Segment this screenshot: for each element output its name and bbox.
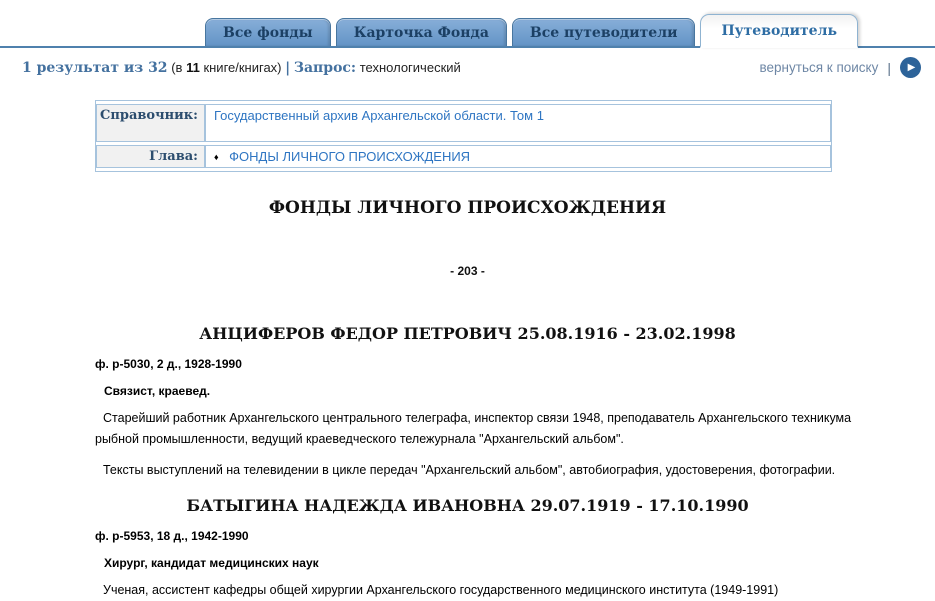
tab-fond-card[interactable]: Карточка Фонда xyxy=(336,18,507,46)
results-bar xyxy=(0,48,935,82)
reference-value-cell xyxy=(205,104,831,142)
page-number: - 203 - xyxy=(450,264,485,278)
books-count: 11 xyxy=(186,59,200,75)
entry-heading: АНЦИФЕРОВ ФЕДОР ПЕТРОВИЧ 25.08.1916 - 23.02.1998 xyxy=(199,324,736,343)
query-value: технологический xyxy=(359,59,461,75)
results-summary xyxy=(22,60,461,76)
fond-reference: ф. р-5953, 18 д., 1942-1990 xyxy=(95,529,249,543)
chapter-title: ФОНДЫ ЛИЧНОГО ПРОИСХОЖДЕНИЯ xyxy=(268,198,667,218)
entry-paragraph: Тексты выступлений на телевидении в цикле передач "Архангельский альбом", автобиография, удостоверения, фотографии. xyxy=(103,463,836,477)
chapter-value-cell xyxy=(205,145,831,168)
separator: | xyxy=(285,59,291,76)
entry-heading: БАТЫГИНА НАДЕЖДА ИВАНОВНА 29.07.1919 - 17.10.1990 xyxy=(186,496,749,515)
results-actions xyxy=(760,57,921,78)
entry-paragraph: Ученая, ассистент кафедры общей хирургии Архангельского государственного медицинского института (1949-1991) xyxy=(103,583,779,597)
books-prefix: (в xyxy=(171,59,183,75)
query-label: Запрос: xyxy=(293,59,357,76)
chapter-link[interactable]: ФОНДЫ ЛИЧНОГО ПРОИСХОЖДЕНИЯ xyxy=(229,149,471,164)
table-row xyxy=(96,104,831,142)
occupation-line: Связист, краевед. xyxy=(104,384,211,398)
results-count: 1 результат из 32 xyxy=(22,59,168,76)
occupation-line: Хирург, кандидат медицинских наук xyxy=(104,556,319,570)
reference-link[interactable]: Государственный архив Архангельской области. Том 1 xyxy=(213,108,544,123)
guide-info-table xyxy=(95,100,832,172)
back-separator: | xyxy=(887,59,891,76)
forward-arrow-button[interactable]: ▶ xyxy=(900,57,921,78)
entry-paragraph: Старейший работник Архангельского центрального телеграфа, инспектор связи 1948, преподаватель Архангельского техникума рыбной промышленности, ведущий краеведческого тележурнала "Архангельский альбом". xyxy=(95,411,852,446)
back-to-search-link[interactable]: вернуться к поиску xyxy=(759,60,879,75)
chapter-label: Глава: xyxy=(96,145,205,168)
tab-all-fonds[interactable]: Все фонды xyxy=(205,18,331,46)
reference-label: Справочник: xyxy=(96,104,205,142)
tab-bar xyxy=(0,0,935,48)
guide-document xyxy=(0,198,935,601)
fond-reference: ф. р-5030, 2 д., 1928-1990 xyxy=(95,357,242,371)
diamond-bullet-icon: ♦ xyxy=(213,152,219,162)
tab-guide-active[interactable]: Путеводитель xyxy=(700,14,858,48)
books-suffix: книге/книгах) xyxy=(203,59,282,75)
table-row xyxy=(96,145,831,168)
tab-all-guides[interactable]: Все путеводители xyxy=(512,18,696,46)
